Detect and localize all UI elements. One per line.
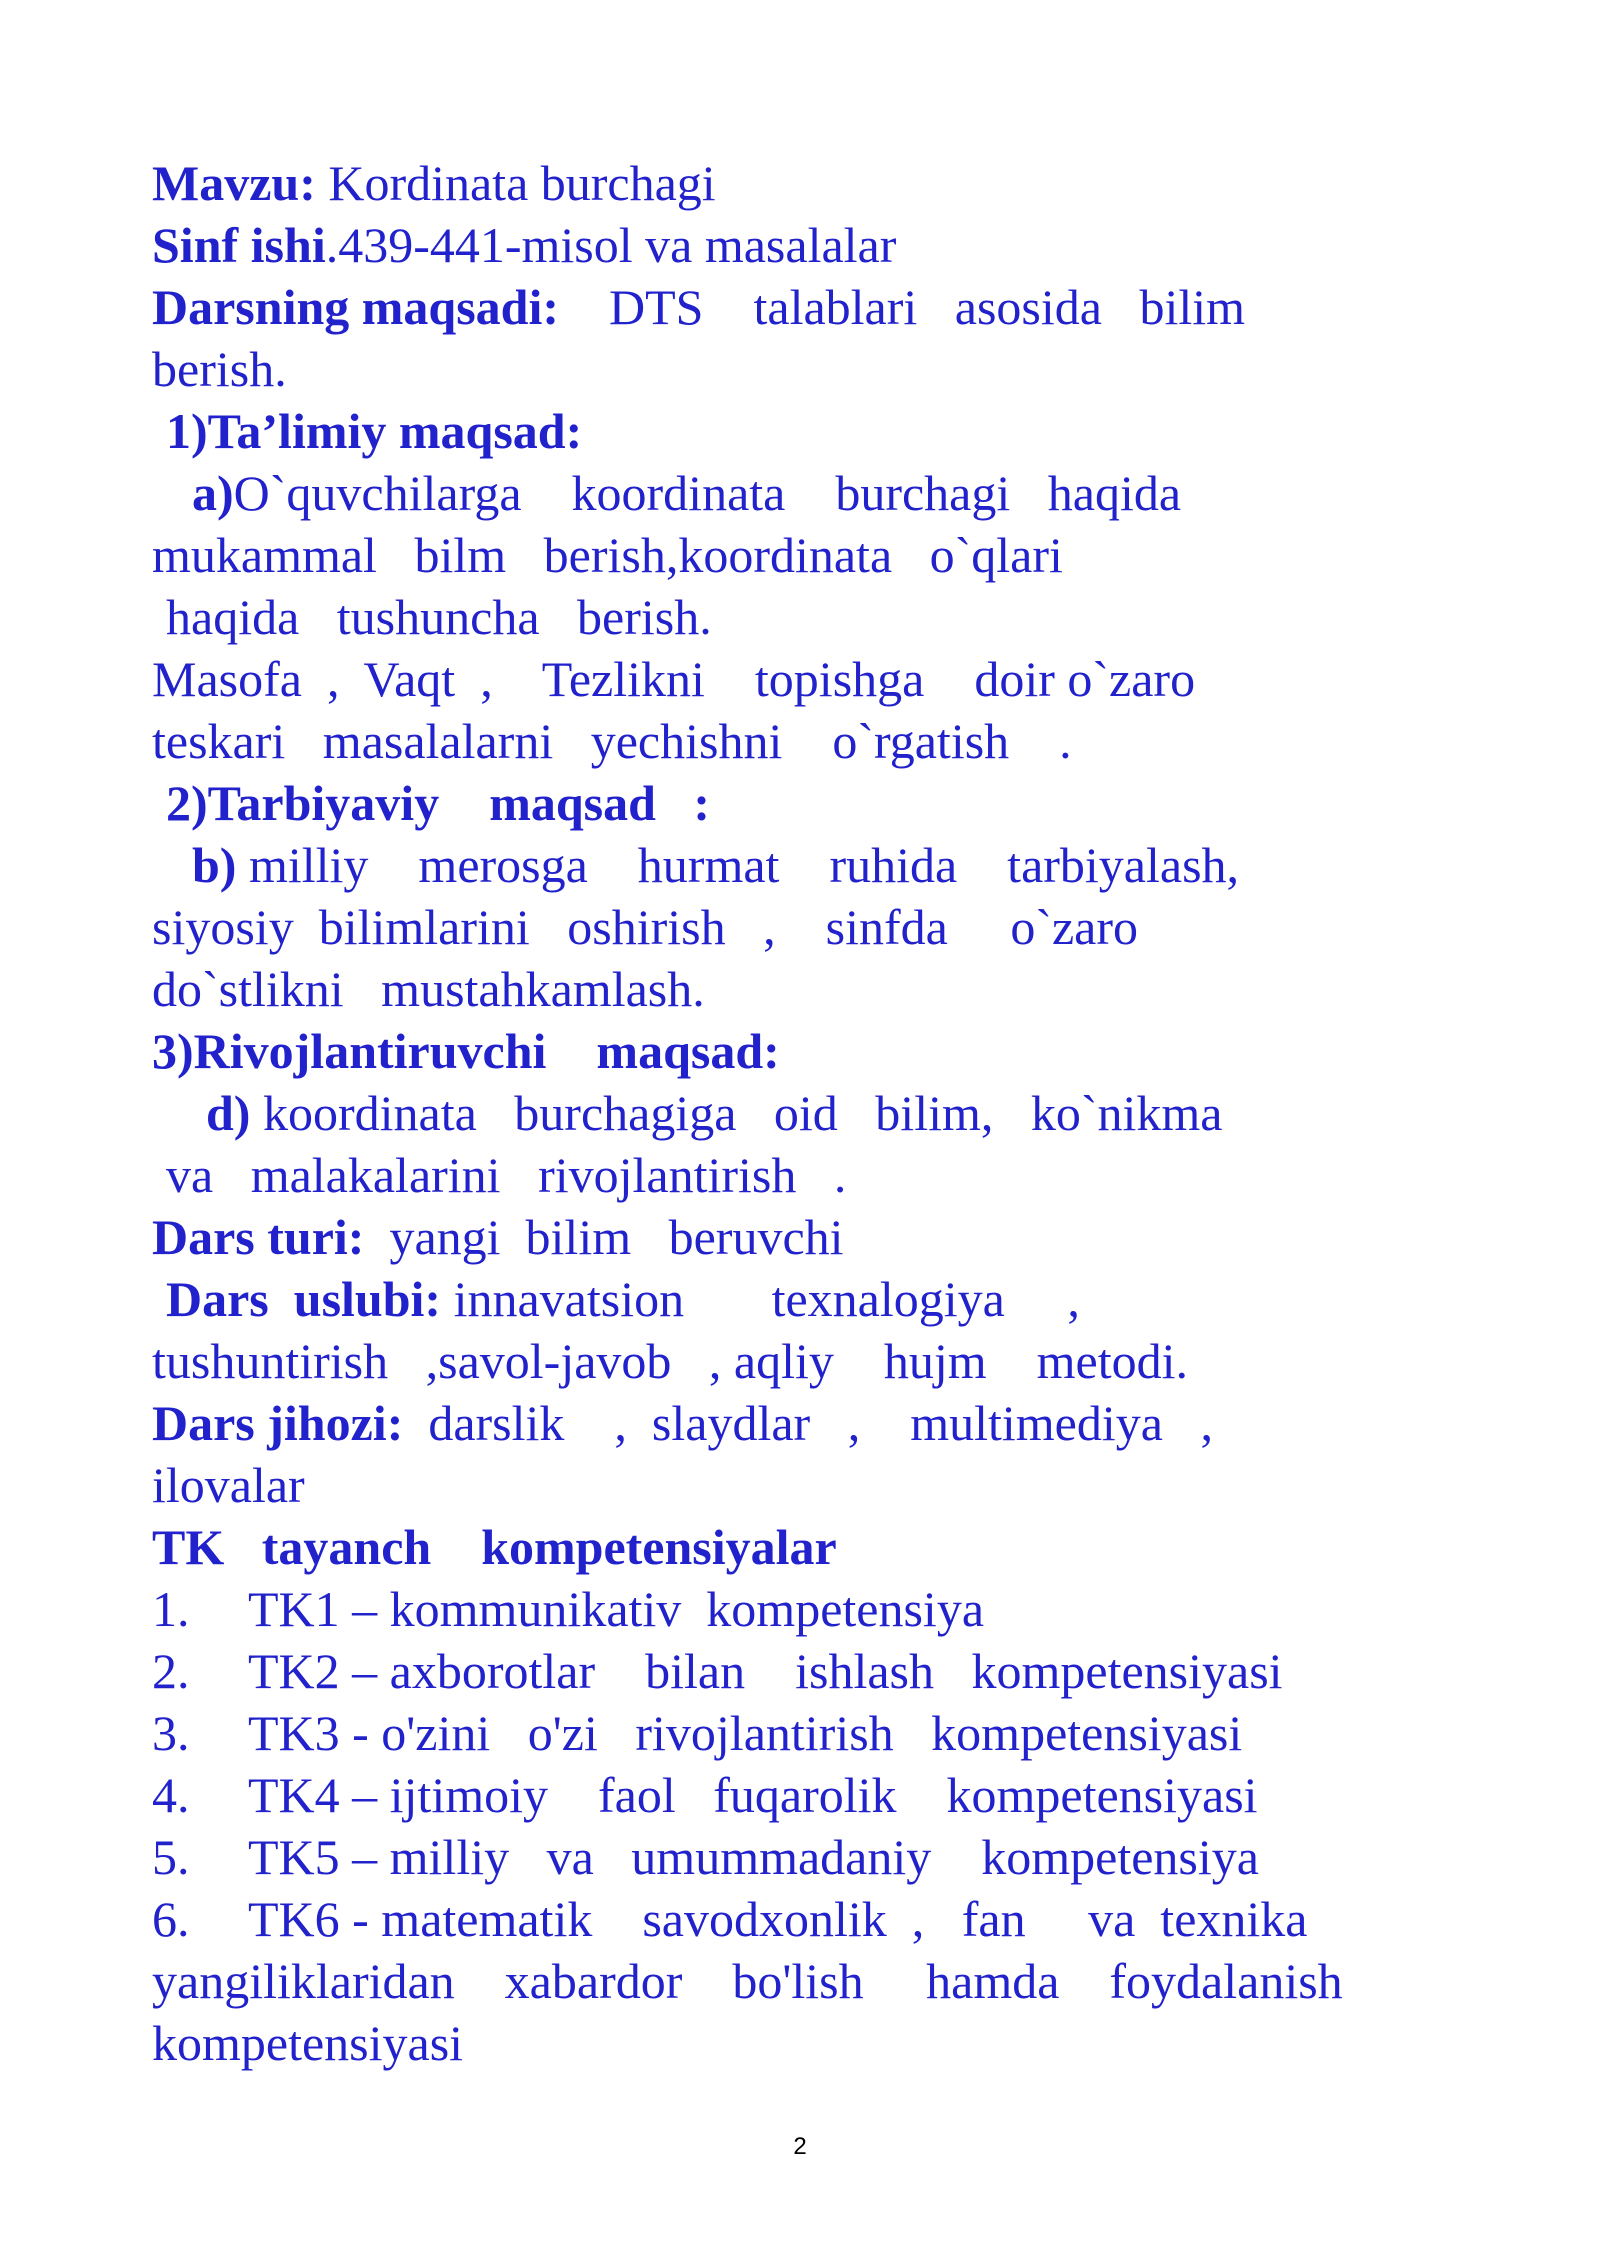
document-body	[152, 152, 1452, 2074]
lesson-goal-text: DTS talablari asosida bilim	[559, 279, 1246, 335]
list-item	[152, 1764, 1452, 1826]
list-item	[152, 1702, 1452, 1764]
lesson-goal-line	[152, 276, 1452, 338]
goal-a-line	[152, 462, 1452, 524]
list-item-text: TK1 – kommunikativ kompetensiya	[248, 1581, 985, 1637]
goal-b-line	[152, 834, 1452, 896]
lesson-method-label: Dars uslubi:	[166, 1271, 442, 1327]
competencies-list	[152, 1578, 1452, 1950]
distance-task-line-1: Masofa , Vaqt , Tezlikni topishga doir o`zaro	[152, 651, 1196, 707]
goal-a-label: a)	[192, 465, 234, 521]
lesson-method-text: innavatsion texnalogiya ,	[441, 1271, 1080, 1327]
class-work-line	[152, 214, 1452, 276]
lesson-goal-continuation: berish.	[152, 341, 287, 397]
list-item-number: 5.	[152, 1829, 190, 1885]
list-item-text: TK5 – milliy va umummadaniy kompetensiya	[248, 1829, 1259, 1885]
goal-b-continuation-1: siyosiy bilimlarini oshirish , sinfda o`zaro	[152, 899, 1139, 955]
list-item-continuation-2: kompetensiyasi	[152, 2015, 464, 2071]
topic-label: Mavzu:	[152, 155, 316, 211]
page-number: 2	[793, 2133, 807, 2160]
goal-d-line	[152, 1082, 1452, 1144]
lesson-goal-label: Darsning maqsadi:	[152, 279, 560, 335]
lesson-type-text: yangi bilim beruvchi	[364, 1209, 844, 1265]
lesson-equipment-text: darslik , slaydlar , multimediya ,	[403, 1395, 1213, 1451]
lesson-type-label: Dars turi:	[152, 1209, 365, 1265]
list-item-number: 2.	[152, 1643, 190, 1699]
list-item-continuation-1: yangiliklaridan xabardor bo'lish hamda foydalanish	[152, 1953, 1343, 2009]
goal-d-continuation: va malakalarini rivojlantirish .	[166, 1147, 847, 1203]
topic-line	[152, 152, 1452, 214]
topic-text: Kordinata burchagi	[315, 155, 716, 211]
list-item	[152, 1578, 1452, 1640]
lesson-method-continuation: tushuntirish ,savol-javob , aqliy hujm metodi.	[152, 1333, 1189, 1389]
lesson-equipment-label: Dars jihozi:	[152, 1395, 404, 1451]
goal-d-label: d)	[206, 1085, 251, 1141]
goal-d-text: koordinata burchagiga oid bilim, ko`nikma	[250, 1085, 1223, 1141]
lesson-type-line	[152, 1206, 1452, 1268]
competencies-heading: TK tayanch kompetensiyalar	[152, 1519, 837, 1575]
development-goal-heading: 3)Rivojlantiruvchi maqsad:	[152, 1023, 780, 1079]
goal-a-text: O`quvchilarga koordinata burchagi haqida	[233, 465, 1182, 521]
list-item-number: 6.	[152, 1891, 190, 1947]
list-item-text: TK4 – ijtimoiy faol fuqarolik kompetensiyasi	[248, 1767, 1258, 1823]
lesson-method-line	[152, 1268, 1452, 1330]
goal-b-text: milliy merosga hurmat ruhida tarbiyalash,	[236, 837, 1240, 893]
lesson-equipment-line	[152, 1392, 1452, 1454]
goal-b-continuation-2: do`stlikni mustahkamlash.	[152, 961, 705, 1017]
distance-task-line-2: teskari masalalarni yechishni o`rgatish .	[152, 713, 1072, 769]
upbringing-goal-heading: 2)Tarbiyaviy maqsad :	[166, 775, 711, 831]
goal-a-continuation-2: haqida tushuncha berish.	[166, 589, 712, 645]
class-work-label: Sinf ishi	[152, 217, 326, 273]
list-item	[152, 1640, 1452, 1702]
list-item-text: TK6 - matematik savodxonlik , fan va texnika	[248, 1891, 1308, 1947]
list-item-number: 1.	[152, 1581, 190, 1637]
goal-a-continuation-1: mukammal bilm berish,koordinata o`qlari	[152, 527, 1063, 583]
class-work-text: .439-441-misol va masalalar	[325, 217, 897, 273]
educational-goal-heading: 1)Ta’limiy maqsad:	[166, 403, 583, 459]
list-item	[152, 1888, 1452, 1950]
list-item-text: TK2 – axborotlar bilan ishlash kompetensiyasi	[248, 1643, 1283, 1699]
lesson-equipment-continuation: ilovalar	[152, 1457, 305, 1513]
list-item-number: 3.	[152, 1705, 190, 1761]
list-item-number: 4.	[152, 1767, 190, 1823]
list-item-text: TK3 - o'zini o'zi rivojlantirish kompetensiyasi	[248, 1705, 1243, 1761]
goal-b-label: b)	[192, 837, 237, 893]
list-item	[152, 1826, 1452, 1888]
